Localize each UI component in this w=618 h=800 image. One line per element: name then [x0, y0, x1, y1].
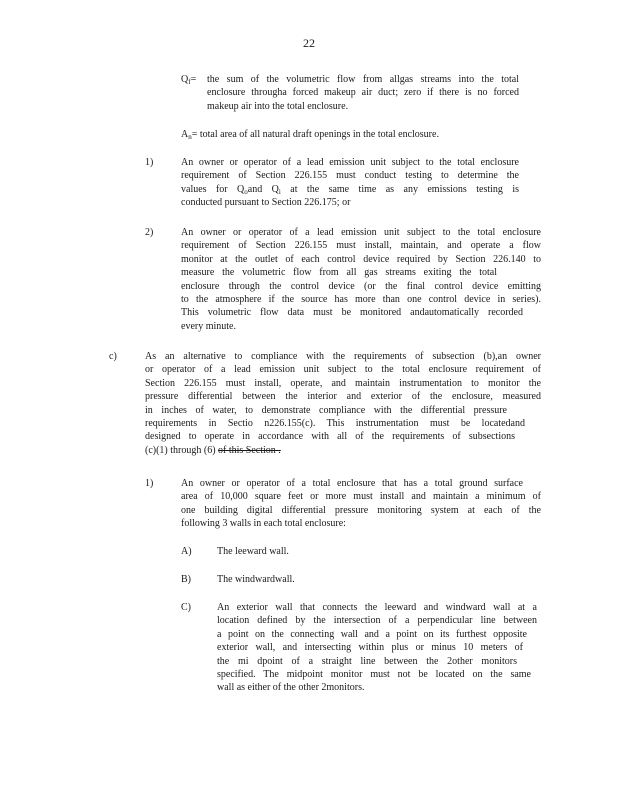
- page-number: 22: [303, 36, 315, 50]
- sub-c-text: An exterior wall that connects the leeward and windward wall at a location defined by the intersection of a perpendicular line between a point on the connecting wall and a point on its furthest opposite exterior wall, and intersecting within plus or minus 10 meters of the mi dpoint of a straight line between the 2other monitors specified. The midpoint monitor must not be located on the same wall as either of the other 2monitors.: [217, 602, 537, 694]
- item-2-text: An owner or operator of a lead emission unit subject to the total enclosure requirement of Section 226.155 must install, maintain, and operate a flow monitor at the outlet of each control device required by Section 226.140 to measure the volumetric flow from all gas streams exiting the total enclosure through the control device (or the final control device emitting to the atmosphere if the source has more than one control device in series). This volumetric flow data must be monitored andautomatically recorded every minute.: [181, 227, 541, 332]
- sub-b-text: The windwardwall.: [217, 574, 295, 585]
- sub-b-label: B): [181, 574, 191, 585]
- sub-a-text: The leeward wall.: [217, 546, 289, 557]
- item-1-label: 1): [145, 157, 154, 168]
- item-c-label: c): [109, 351, 117, 362]
- qf-definition: the sum of the volumetric flow from allgas streams into the total enclosure througha forced makeup air duct; zero if there is no forced makeup air into the total enclosure.: [207, 74, 519, 112]
- sub-1-text: An owner or operator of a total enclosure that has a total ground surface area of 10,000 square feet or more must install and maintain a minimum of one building digital differential pressure monitoring system at each of the following 3 walls in each total enclosure:: [181, 478, 541, 530]
- struck-text: of this Section .: [218, 444, 281, 456]
- an-definition: $A_n=$ total area of all natural draft openings in the total enclosure.: [181, 129, 439, 141]
- sub-a-label: A): [181, 546, 192, 557]
- qf-symbol: $Q_f=$: [181, 74, 197, 86]
- sub-c-label: C): [181, 602, 191, 613]
- item-c-text: As an alternative to compliance with the requirements of subsection (b),an owner or operator of a lead emission unit subject to the total enclosure requirement of Section 226.155 must install, operate, and maintain instrumentation to monitor the pressure differential between the interior and exterior of the enclosure, measured in inches of water, to demonstrate compliance with the differential pressure requirements in Sectio n226.155(c). This instrumentation must be locatedand designed to operate in accordance with all of the requirements of subsections (c)(1) through (6) of this Section .: [145, 351, 541, 456]
- item-2-label: 2): [145, 227, 154, 238]
- item-1-text: An owner or operator of a lead emission unit subject to the total enclosure requirement of Section 226.155 must conduct testing to determine the values for $Q_oand$ $Q_i$ at the same time as any emissions testing is conducted pursuant to Section 226.175; or: [181, 157, 520, 209]
- sub-1-label: 1): [145, 478, 154, 489]
